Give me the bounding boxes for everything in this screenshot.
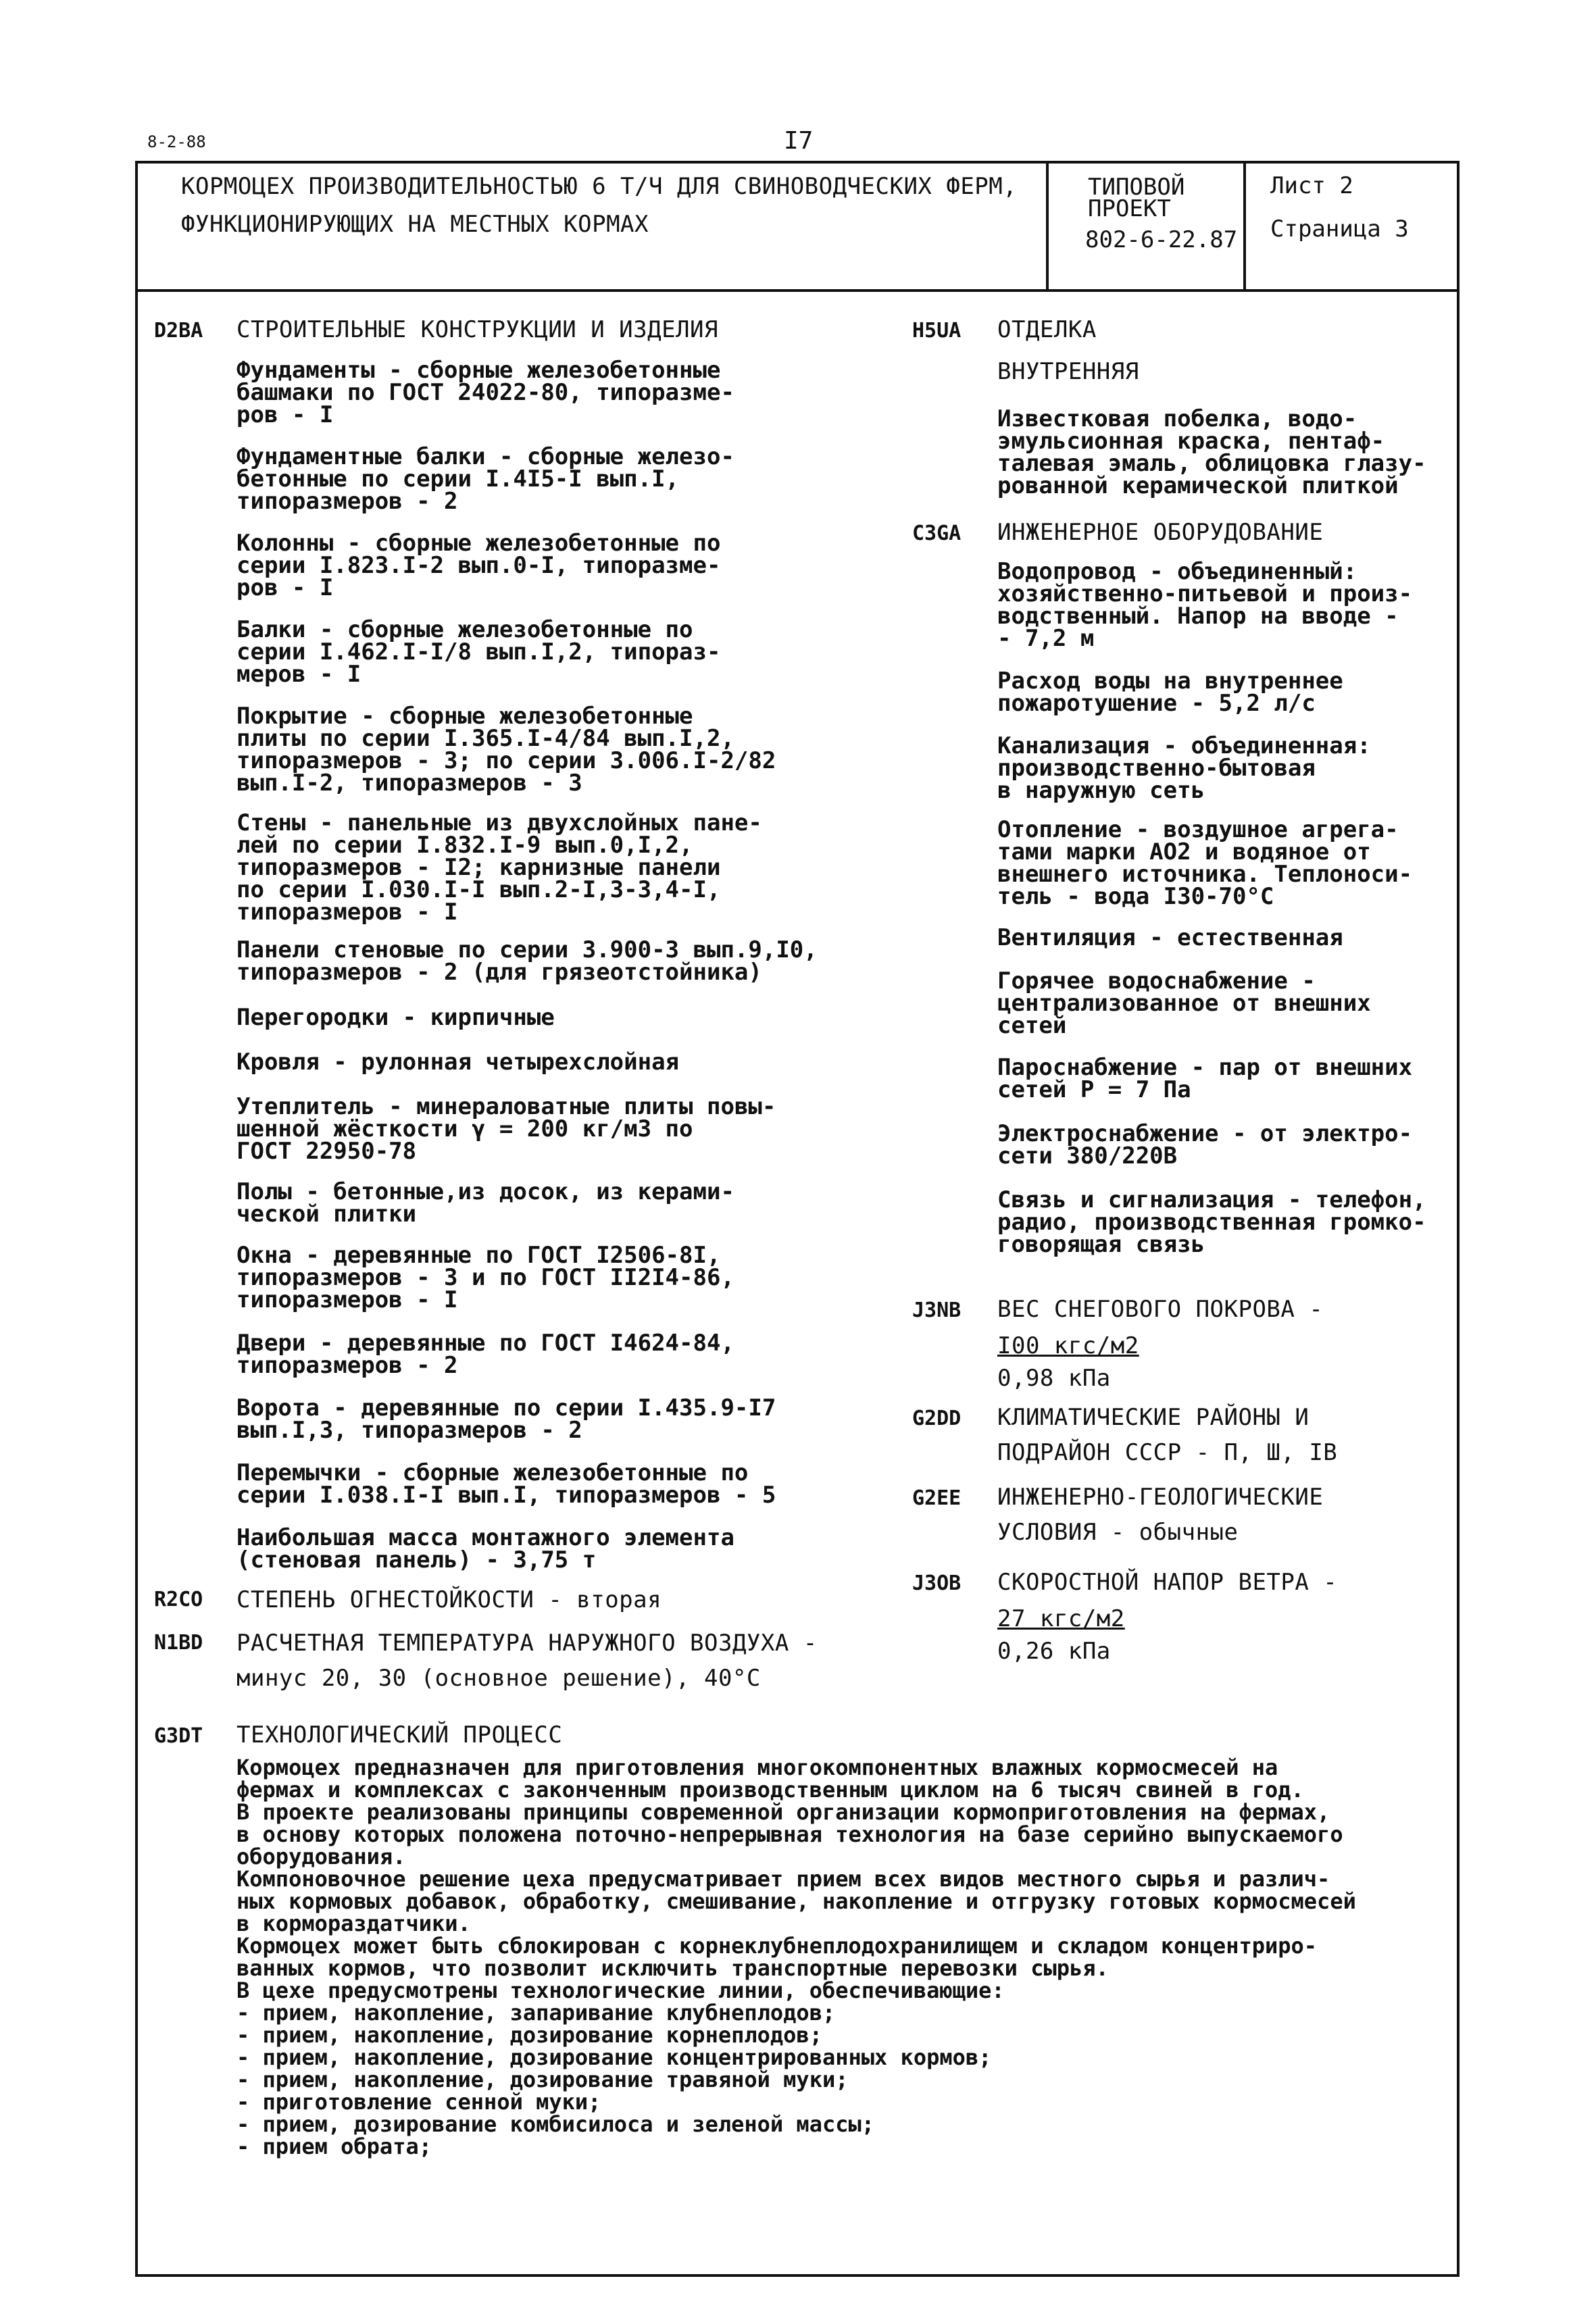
section-code-j3ob: J3OB — [912, 1571, 962, 1595]
technology-process-text: Кормоцех предназначен для приготовления многокомпонентных влажных кормосмесей на фермах и комплексах с законченным производственным циклом на 6 тысяч свиней в год. В проекте реализованы принципы современной организации кормоприготовления на фермах, в основу которых положена поточно-непрерывная технология на базе серийно выпускаемого оборудования. Компоновочное решение цеха предусматривает прием всех видов местного сырья и различ- ных кормовых добавок, обработку, смешивание, накопление и отгрузку готовых кормосмесей в кормораздатчики. Кормоцех может быть сблокирован с корнеклубнеплодохранилищем и складом концентриро- ванных кормов, что позволит исключить транспортные перевозки сырья. В цехе предусмотрены технологические линии, обеспечивающие: - прием, накопление, запаривание клубнеплодов; - прием, накопление, дозирование корнеплодов; - прием, накопление, дозирование концентрированных кормов; - прием, накопление, дозирование травяной муки; - приготовление сенной муки; - прием, дозирование комбисилоса и зеленой массы; - прием обрата; — [236, 1755, 1356, 2159]
title-block-vline2 — [1243, 161, 1246, 289]
section-heading-technology: ТЕХНОЛОГИЧЕСКИЙ ПРОЦЕСС — [236, 1721, 563, 1749]
sheet-number: Лист 2 — [1270, 172, 1353, 199]
fire-resistance-heading: СТЕПЕНЬ ОГНЕСТОЙКОСТИ - вторая — [236, 1586, 662, 1613]
section-code-g3dt: G3DT — [154, 1724, 203, 1748]
document-title-line1: КОРМОЦЕХ ПРОИЗВОДИТЕЛЬНОСТЬЮ 6 Т/Ч ДЛЯ СВИНОВОДЧЕСКИХ ФЕРМ, — [181, 173, 1018, 200]
climate-regions-line2: ПОДРАЙОН СССР - П, Ш, IВ — [997, 1439, 1338, 1466]
engineering-item-steam: Пароснабжение - пар от внешних сетей Р = 7 Па — [997, 1054, 1413, 1103]
outdoor-temperature-heading: РАСЧЕТНАЯ ТЕМПЕРАТУРА НАРУЖНОГО ВОЗДУХА - — [236, 1630, 818, 1657]
construction-item-lintels: Перемычки - сборные железобетонные по серии I.038.I-I вып.I, типоразмеров - 5 — [236, 1459, 776, 1509]
section-heading-construction: СТРОИТЕЛЬНЫЕ КОНСТРУКЦИИ И ИЗДЕЛИЯ — [236, 316, 718, 343]
section-code-n1bd: N1BD — [154, 1631, 203, 1655]
climate-regions-line1: КЛИМАТИЧЕСКИЕ РАЙОНЫ И — [997, 1404, 1310, 1431]
construction-item-gates: Ворота - деревянные по серии I.435.9-I7 вып.I,3, типоразмеров - 2 — [236, 1394, 776, 1444]
construction-item-columns: Колонны - сборные железобетонные по серии I.823.I-2 вып.0-I, типоразме- ров - I — [236, 530, 721, 601]
page-number: I7 — [784, 127, 814, 155]
engineering-item-hot-water: Горячее водоснабжение - централизованное от внешних сетей — [997, 967, 1371, 1039]
engineering-item-heating: Отопление - воздушное агрега- тами марки АО2 и водяное от внешнего источника. Теплоноси- тель - вода I30-70°С — [997, 816, 1413, 910]
page-label: Страница 3 — [1270, 216, 1409, 243]
wind-pressure-value-kpa: 0,26 кПа — [997, 1638, 1111, 1665]
engineering-item-ventilation: Вентиляция - естественная — [997, 924, 1343, 951]
section-code-g2dd: G2DD — [912, 1407, 962, 1430]
section-heading-engineering: ИНЖЕНЕРНОЕ ОБОРУДОВАНИЕ — [997, 519, 1324, 546]
construction-item-roofing: Кровля - рулонная четырехслойная — [236, 1049, 680, 1076]
construction-item-roof-slabs: Покрытие - сборные железобетонные плиты по серии I.365.I-4/84 вып.I,2, типоразмеров - 3; по серии 3.006.I-2/82 вып.I-2, типоразмеров - 3 — [236, 703, 776, 797]
project-label-2: ПРОЕКТ — [1088, 195, 1171, 222]
construction-item-foundations: Фундаменты - сборные железобетонные башмаки по ГОСТ 24022-80, типоразме- ров - I — [236, 357, 734, 428]
construction-item-walls: Стены - панельные из двухслойных пане- лей по серии I.832.I-9 вып.0,I,2, типоразмеров - I2; карнизные панели по серии I.030.I-I вып.2-I,3-3,4-I, типоразмеров - I — [236, 809, 762, 926]
construction-item-wall-panels: Панели стеновые по серии 3.900-3 вып.9,I0, типоразмеров - 2 (для грязеотстойника) — [236, 936, 818, 986]
engineering-item-water-supply: Водопровод - объединенный: хозяйственно-питьевой и произ- водственный. Напор на вводе - - 7,2 м — [997, 558, 1413, 652]
engineering-item-fire-water: Расход воды на внутреннее пожаротушение - 5,2 л/с — [997, 668, 1343, 717]
section-code-c3ga: C3GA — [912, 522, 962, 545]
project-number: 802-6-22.87 — [1085, 226, 1238, 253]
title-block-vline1 — [1046, 161, 1049, 289]
title-block-divider — [135, 289, 1460, 292]
snow-load-value-kgs: I00 кгс/м2 — [997, 1332, 1139, 1359]
construction-item-partitions: Перегородки - кирпичные — [236, 1004, 555, 1031]
section-code-h5ua: H5UA — [912, 319, 962, 343]
wind-pressure-heading: СКОРОСТНОЙ НАПОР ВЕТРА - — [997, 1569, 1338, 1596]
doc-code: 8-2-88 — [147, 132, 206, 151]
engineering-item-sewerage: Канализация - объединенная: производственно-бытовая в наружную сеть — [997, 732, 1371, 804]
document-title-line2: ФУНКЦИОНИРУЮЩИХ НА МЕСТНЫХ КОРМАХ — [181, 211, 649, 238]
construction-item-doors: Двери - деревянные по ГОСТ I4624-84, типоразмеров - 2 — [236, 1330, 734, 1379]
finishing-subheading-interior: ВНУТРЕННЯЯ — [997, 358, 1139, 385]
outdoor-temperature-values: минус 20, 30 (основное решение), 40°С — [236, 1665, 761, 1692]
construction-item-windows: Окна - деревянные по ГОСТ I2506-8I, типоразмеров - 3 и по ГОСТ II2I4-86, типоразмеров - I — [236, 1242, 734, 1313]
snow-load-value-kpa: 0,98 кПа — [997, 1365, 1111, 1392]
geology-line2: УСЛОВИЯ - обычные — [997, 1519, 1239, 1546]
construction-item-insulation: Утеплитель - минераловатные плиты повы- шенной жёсткости γ = 200 кг/м3 по ГОСТ 22950-78 — [236, 1093, 776, 1165]
engineering-item-power: Электроснабжение - от электро- сети 380/220В — [997, 1120, 1413, 1169]
construction-item-floors: Полы - бетонные,из досок, из керами- ческой плитки — [236, 1178, 734, 1228]
project-label-1: ТИПОВОЙ — [1088, 174, 1185, 201]
section-code-j3nb: J3NB — [912, 1299, 962, 1322]
construction-item-beams: Балки - сборные железобетонные по серии I.462.I-I/8 вып.I,2, типораз- меров - I — [236, 616, 721, 688]
finishing-text: Известковая побелка, водо- эмульсионная краска, пентаф- талевая эмаль, облицовка глазу- рованной керамической плиткой — [997, 405, 1426, 499]
section-code-g2ee: G2EE — [912, 1486, 962, 1510]
geology-line1: ИНЖЕНЕРНО-ГЕОЛОГИЧЕСКИЕ — [997, 1484, 1324, 1511]
section-code-r2co: R2CO — [154, 1588, 203, 1611]
engineering-item-communication: Связь и сигнализация - телефон, радио, производственная громко- говорящая связь — [997, 1186, 1426, 1258]
section-heading-finishing: ОТДЕЛКА — [997, 316, 1097, 343]
construction-item-max-mass: Наибольшая масса монтажного элемента (стеновая панель) - 3,75 т — [236, 1524, 734, 1574]
construction-item-foundation-beams: Фундаментные балки - сборные железо- бетонные по серии I.4I5-I вып.I, типоразмеров - 2 — [236, 443, 734, 515]
wind-pressure-value-kgs: 27 кгс/м2 — [997, 1605, 1125, 1632]
section-code-d2ba: D2BA — [154, 319, 203, 343]
snow-load-heading: ВЕС СНЕГОВОГО ПОКРОВА - — [997, 1296, 1324, 1323]
